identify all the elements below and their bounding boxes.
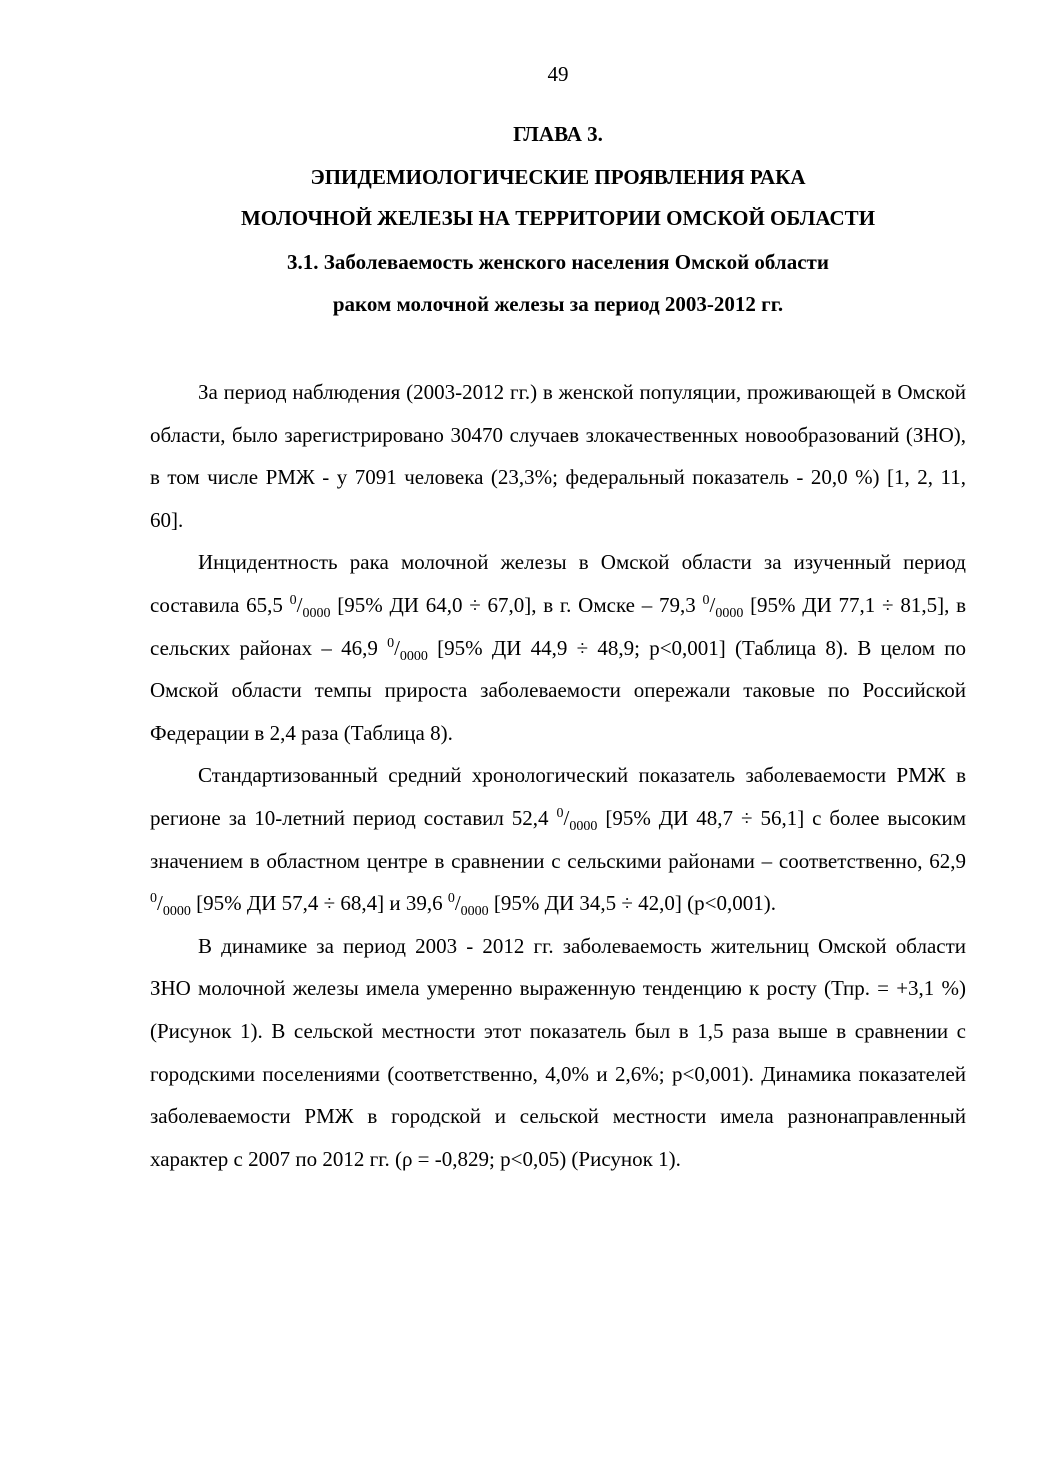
unit-slash: / [394, 635, 400, 660]
paragraph-2-part-3: [95% ДИ 77,1 ÷ 81,5], в сельских районах – 46,9 [150, 592, 966, 660]
paragraph-2-part-2: [95% ДИ 64,0 ÷ 67,0], в г. Омске – 79,3 [330, 592, 703, 617]
unit-slash: / [709, 592, 716, 617]
paragraph-1-text: За период наблюдения (2003-2012 гг.) в женской популяции, проживающей в Омской области, было зарегистрировано 30470 случаев злокачественных новообразований (ЗНО), в том числе РМЖ - у 7091 человека (23,3%; федеральный показатель - 20,0 %) [1, 2, 11, 60]. [150, 380, 966, 532]
unit-sup: 0 [556, 805, 564, 821]
unit-sub: 0000 [715, 605, 744, 621]
unit-sup: 0 [289, 592, 297, 608]
paragraph-3-part-4: [95% ДИ 34,5 ÷ 42,0] (p<0,001). [488, 891, 776, 916]
unit-slash: / [157, 891, 163, 916]
paragraph-3-part-3: [95% ДИ 57,4 ÷ 68,4] и 39,6 [190, 891, 448, 916]
unit-slash: / [296, 592, 303, 617]
unit-slash: / [563, 805, 570, 830]
paragraph-4-text: В динамике за период 2003 - 2012 гг. заболеваемость жительниц Омской области ЗНО молочной железы имела умеренно выраженную тенденцию к росту (Тпр. = +3,1 %) (Рисунок 1). В сельской местности этот показатель был в 1,5 раза выше в сравнении с городскими поселениями (соответственно, 4,0% и 2,6%; p<0,001). Динамика показателей заболеваемости РМЖ в городской и сельской местности имела разнонаправленный характер с 2007 по 2012 гг. (ρ = -0,829; p<0,05) (Рисунок 1). [150, 933, 966, 1171]
unit-sub: 0000 [399, 648, 428, 664]
unit-slash: / [454, 891, 461, 916]
unit-sup: 0 [387, 635, 395, 651]
paragraph-2-part-4: [95% ДИ 44,9 ÷ 48,9; p<0,001] (Таблица 8). В целом по Омской области темпы прироста заболеваемости опережали таковые по Российской Федерации в 2,4 раза (Таблица 8). [150, 635, 966, 745]
paragraph-3-part-1: Стандартизованный средний хронологический показатель заболеваемости РМЖ в регионе за 10-летний период составил 52,4 [150, 763, 966, 830]
paragraph-3 [150, 754, 966, 924]
paragraph-2-part-1: Инцидентность рака молочной железы в Омской области за изученный период составила 65,5 [150, 550, 966, 617]
chapter-title-line-2: МОЛОЧНОЙ ЖЕЛЕЗЫ НА ТЕРРИТОРИИ ОМСКОЙ ОБЛАСТИ [240, 206, 876, 230]
section-heading-line-2: раком молочной железы за период 2003-2012 гг. [332, 292, 784, 316]
unit-sup: 0 [447, 891, 455, 907]
unit-sup: 0 [150, 891, 157, 907]
unit-sub: 0000 [302, 605, 331, 621]
unit-sub: 0000 [460, 904, 489, 920]
unit-sub: 0000 [162, 904, 191, 920]
paragraph-2 [150, 541, 966, 754]
paragraph-1 [150, 371, 966, 541]
chapter-heading: ГЛАВА 3. [513, 122, 603, 146]
unit-sup: 0 [702, 592, 710, 608]
body-text [150, 371, 966, 1180]
paragraph-4 [150, 925, 966, 1181]
page-number: 49 [547, 62, 569, 86]
chapter-title-line-1: ЭПИДЕМИОЛОГИЧЕСКИЕ ПРОЯВЛЕНИЯ РАКА [310, 165, 806, 189]
unit-sub: 0000 [569, 818, 598, 834]
paragraph-3-part-2: [95% ДИ 48,7 ÷ 56,1] с более высоким значением в областном центре в сравнении с сельскими районами – соответственно, 62,9 [150, 805, 967, 873]
section-heading-line-1: 3.1. Заболеваемость женского населения Омской области [287, 250, 829, 274]
